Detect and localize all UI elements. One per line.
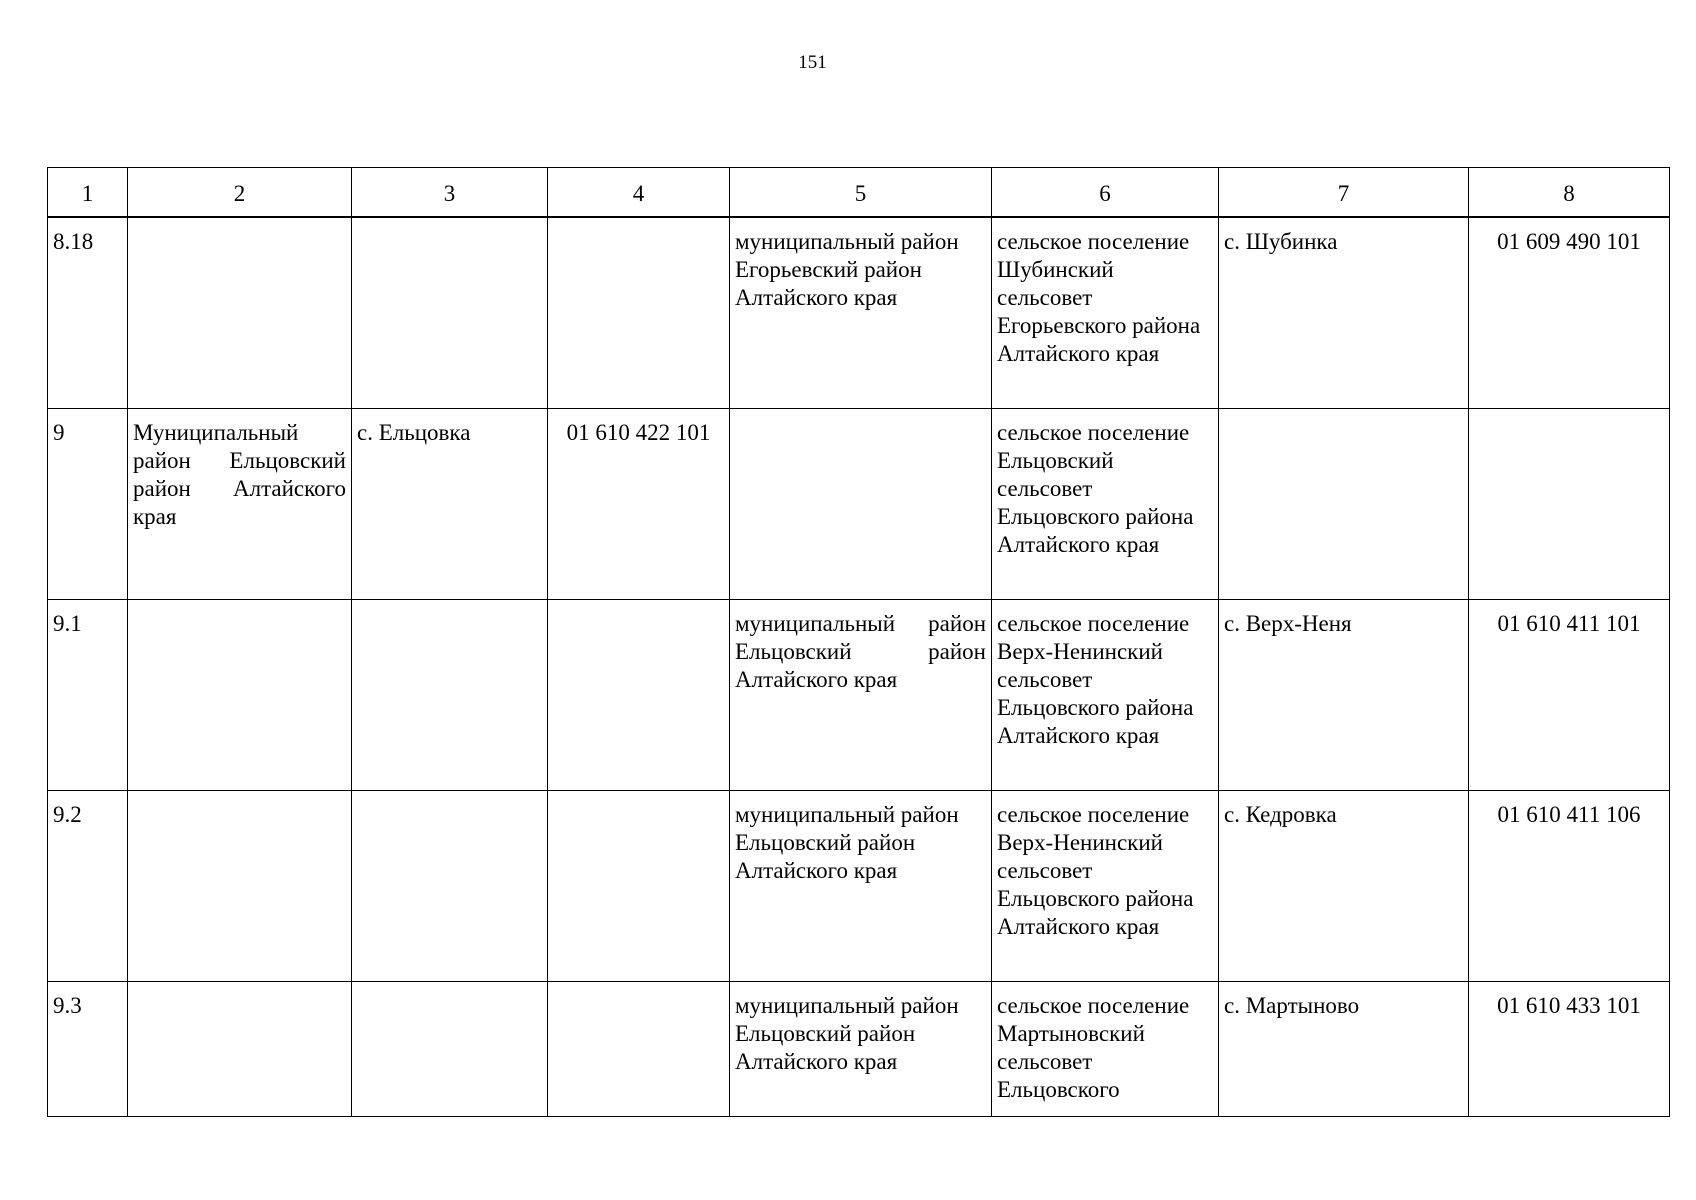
table-row <box>48 408 1670 599</box>
settlement-center-cell <box>1219 408 1469 599</box>
column-header-5: 5 <box>730 168 992 218</box>
settlement-center-cell: с. Мартыново <box>1219 981 1469 1116</box>
admin-center-cell <box>352 217 548 408</box>
settlement-code-cell: 01 610 411 101 <box>1469 599 1670 790</box>
admin-center-cell <box>352 981 548 1116</box>
district-cell: муниципальный район Ельцовский район Алтайского края <box>730 981 992 1116</box>
table-row <box>48 981 1670 1116</box>
table-row <box>48 790 1670 981</box>
page-number: 151 <box>798 52 827 73</box>
column-header-6: 6 <box>992 168 1219 218</box>
settlement-center-cell: с. Шубинка <box>1219 217 1469 408</box>
district-cell: муниципальный район Егорьевский район Алтайского края <box>730 217 992 408</box>
column-header-4: 4 <box>548 168 730 218</box>
admin-center-code-cell <box>548 217 730 408</box>
district-cell: муниципальный район Ельцовский район Алтайского края <box>730 599 992 790</box>
municipal-district-cell <box>128 981 352 1116</box>
settlement-cell: сельское поселение Мартыновский сельсовет Ельцовского <box>992 981 1219 1116</box>
settlement-code-cell: 01 610 433 101 <box>1469 981 1670 1116</box>
district-cell: муниципальный район Ельцовский район Алтайского края <box>730 790 992 981</box>
table-row <box>48 599 1670 790</box>
admin-center-cell <box>352 790 548 981</box>
admin-center-code-cell <box>548 790 730 981</box>
municipal-district-cell <box>128 217 352 408</box>
municipal-district-cell: Муниципальный район Ельцовский район Алтайского края <box>128 408 352 599</box>
municipal-district-cell <box>128 790 352 981</box>
settlement-cell: сельское поселение Верх-Ненинский сельсовет Ельцовского района Алтайского края <box>992 599 1219 790</box>
registry-table <box>47 167 1670 1117</box>
admin-center-cell: с. Ельцовка <box>352 408 548 599</box>
settlement-cell: сельское поселение Верх-Ненинский сельсовет Ельцовского района Алтайского края <box>992 790 1219 981</box>
admin-center-code-cell <box>548 981 730 1116</box>
column-header-1: 1 <box>48 168 128 218</box>
admin-center-code-cell: 01 610 422 101 <box>548 408 730 599</box>
column-header-7: 7 <box>1219 168 1469 218</box>
municipal-district-cell <box>128 599 352 790</box>
column-header-8: 8 <box>1469 168 1670 218</box>
column-header-2: 2 <box>128 168 352 218</box>
row-number: 9 <box>48 408 128 599</box>
row-number: 9.3 <box>48 981 128 1116</box>
admin-center-code-cell <box>548 599 730 790</box>
row-number: 9.1 <box>48 599 128 790</box>
settlement-cell: сельское поселение Шубинский сельсовет Егорьевского района Алтайского края <box>992 217 1219 408</box>
settlement-center-cell: с. Кедровка <box>1219 790 1469 981</box>
row-number: 8.18 <box>48 217 128 408</box>
column-header-3: 3 <box>352 168 548 218</box>
header-row <box>48 168 1670 218</box>
settlement-code-cell: 01 610 411 106 <box>1469 790 1670 981</box>
table-row <box>48 217 1670 408</box>
district-cell <box>730 408 992 599</box>
row-number: 9.2 <box>48 790 128 981</box>
settlement-cell: сельское поселение Ельцовский сельсовет Ельцовского района Алтайского края <box>992 408 1219 599</box>
settlement-code-cell <box>1469 408 1670 599</box>
settlement-center-cell: с. Верх-Неня <box>1219 599 1469 790</box>
admin-center-cell <box>352 599 548 790</box>
settlement-code-cell: 01 609 490 101 <box>1469 217 1670 408</box>
